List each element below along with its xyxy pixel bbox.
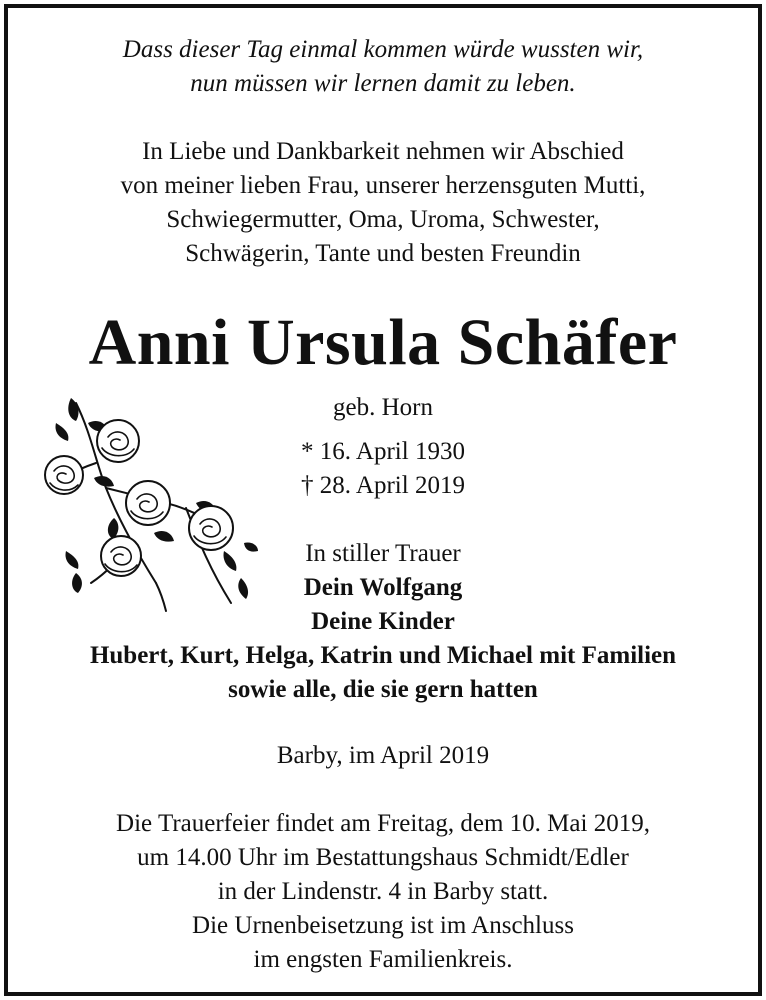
mourner-others: sowie alle, die sie gern hatten — [228, 676, 538, 703]
deceased-name: Anni Ursula Schäfer — [88, 306, 678, 379]
mourner-children-label: Deine Kinder — [311, 608, 455, 635]
intro-line-1: In Liebe und Dankbarkeit nehmen wir Abschied — [142, 138, 624, 165]
intro-line-4: Schwägerin, Tante und besten Freundin — [185, 240, 581, 267]
ceremony-line-4: Die Urnenbeisetzung ist im Anschluss — [192, 912, 574, 939]
mourner-spouse: Dein Wolfgang — [303, 574, 463, 601]
ceremony-line-5: im engsten Familienkreis. — [253, 946, 513, 973]
ceremony-line-3: in der Lindenstr. 4 in Barby statt. — [217, 878, 549, 905]
roses-icon — [36, 393, 266, 618]
place-date: Barby, im April 2019 — [276, 742, 490, 769]
intro-line-3: Schwiegermutter, Oma, Uroma, Schwester, — [166, 206, 600, 233]
birth-name: geb. Horn — [333, 394, 433, 421]
intro-line-2: von meiner lieben Frau, unserer herzensguten Mutti, — [120, 172, 646, 199]
ceremony-line-2: um 14.00 Uhr im Bestattungshaus Schmidt/Edler — [137, 844, 629, 871]
birth-date: * 16. April 1930 — [301, 438, 465, 465]
motto-line-1: Dass dieser Tag einmal kommen würde wussten wir, — [122, 36, 644, 63]
mourners-intro: In stiller Trauer — [305, 540, 461, 567]
obituary-frame — [4, 4, 762, 996]
ceremony-line-1: Die Trauerfeier findet am Freitag, dem 10. Mai 2019, — [116, 810, 650, 837]
mourner-children: Hubert, Kurt, Helga, Katrin und Michael mit Familien — [89, 642, 677, 669]
motto-line-2: nun müssen wir lernen damit zu leben. — [190, 70, 576, 97]
death-date: † 28. April 2019 — [301, 472, 465, 499]
